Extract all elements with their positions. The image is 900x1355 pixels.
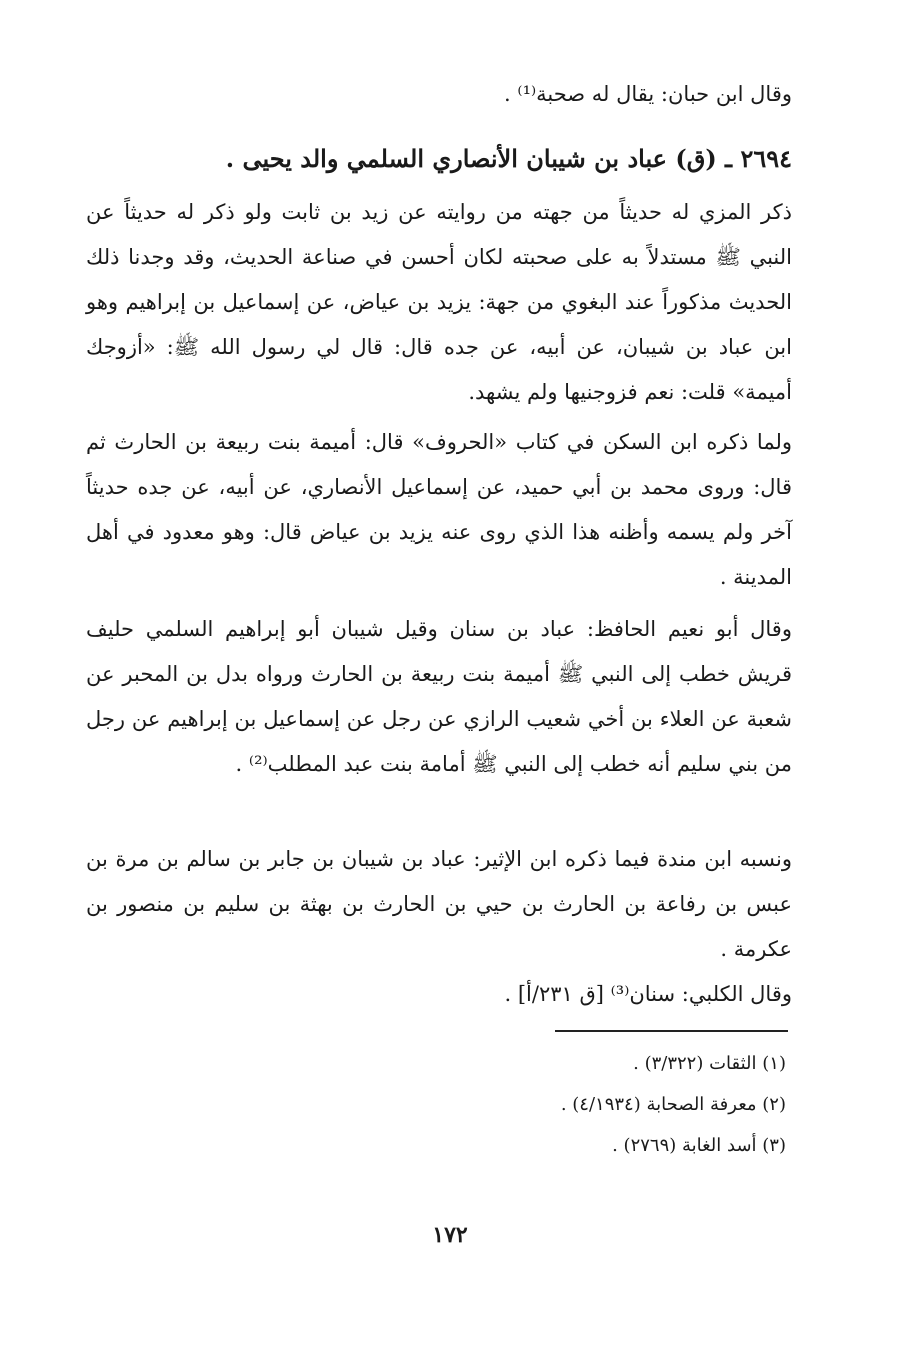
intro-line: وقال ابن حبان: يقال له صحبة⁽¹⁾ . bbox=[504, 82, 792, 106]
footnote-divider bbox=[555, 1030, 788, 1032]
paragraph: وقال الكلبي: سنان⁽³⁾ [ق ٢٣١/أ] . bbox=[504, 982, 792, 1006]
footnotes bbox=[86, 1043, 786, 1166]
entry-heading: ٢٦٩٤ ـ (ق) عباد بن شيبان الأنصاري السلمي والد يحيى . bbox=[225, 144, 792, 173]
paragraph: ولما ذكره ابن السكن في كتاب «الحروف» قال: أميمة بنت ربيعة بن الحارث ثم قال: وروى محمد بن أبي حميد، عن إسماعيل الأنصاري، عن أبيه، عن جده حديثاً آخر ولم يسمه وأظنه هذا الذي روى عنه يزيد بن عياض قال: وهو معدود في أهل المدينة . bbox=[86, 430, 792, 589]
paragraph: وقال أبو نعيم الحافظ: عباد بن سنان وقيل شيبان أبو إبراهيم السلمي حليف قريش خطب إلى النبي ﷺ أميمة بنت ربيعة بن الحارث ورواه بدل بن المحبر عن شعبة عن العلاء بن أخي شعيب الرازي عن رجل عن إسماعيل بن إبراهيم عن رجل من بني سليم أنه خطب إلى النبي ﷺ أمامة بنت عبد المطلب⁽²⁾ . bbox=[86, 617, 792, 776]
page-number: ١٧٢ bbox=[432, 1222, 468, 1248]
footnote: (١) الثقات (٣/٣٢٢) . bbox=[633, 1053, 786, 1074]
paragraph: ذكر المزي له حديثاً من جهته من روايته عن زيد بن ثابت ولو ذكر له حديثاً عن النبي ﷺ مستدلاً به على صحبته لكان أحسن في صناعة الحديث، وقد وجدنا ذلك الحديث مذكوراً عند البغوي من جهة: يزيد بن عياض، عن إسماعيل بن إبراهيم وهو ابن عباد بن شيبان، عن أبيه، عن جده قال: قال لي رسول الله ﷺ: «أزوجك أميمة» قلت: نعم فزوجنيها ولم يشهد. bbox=[86, 200, 792, 404]
footnote: (٣) أسد الغابة (٢٧٦٩) . bbox=[612, 1135, 786, 1156]
footnote: (٢) معرفة الصحابة (٤/١٩٣٤) . bbox=[560, 1094, 786, 1115]
paragraph: ونسبه ابن مندة فيما ذكره ابن الإثير: عباد بن شيبان بن جابر بن سالم بن مرة بن عبس بن رفاعة بن الحارث بن حيي بن الحارث بن بهثة بن سليم بن منصور بن عكرمة . bbox=[86, 847, 792, 961]
